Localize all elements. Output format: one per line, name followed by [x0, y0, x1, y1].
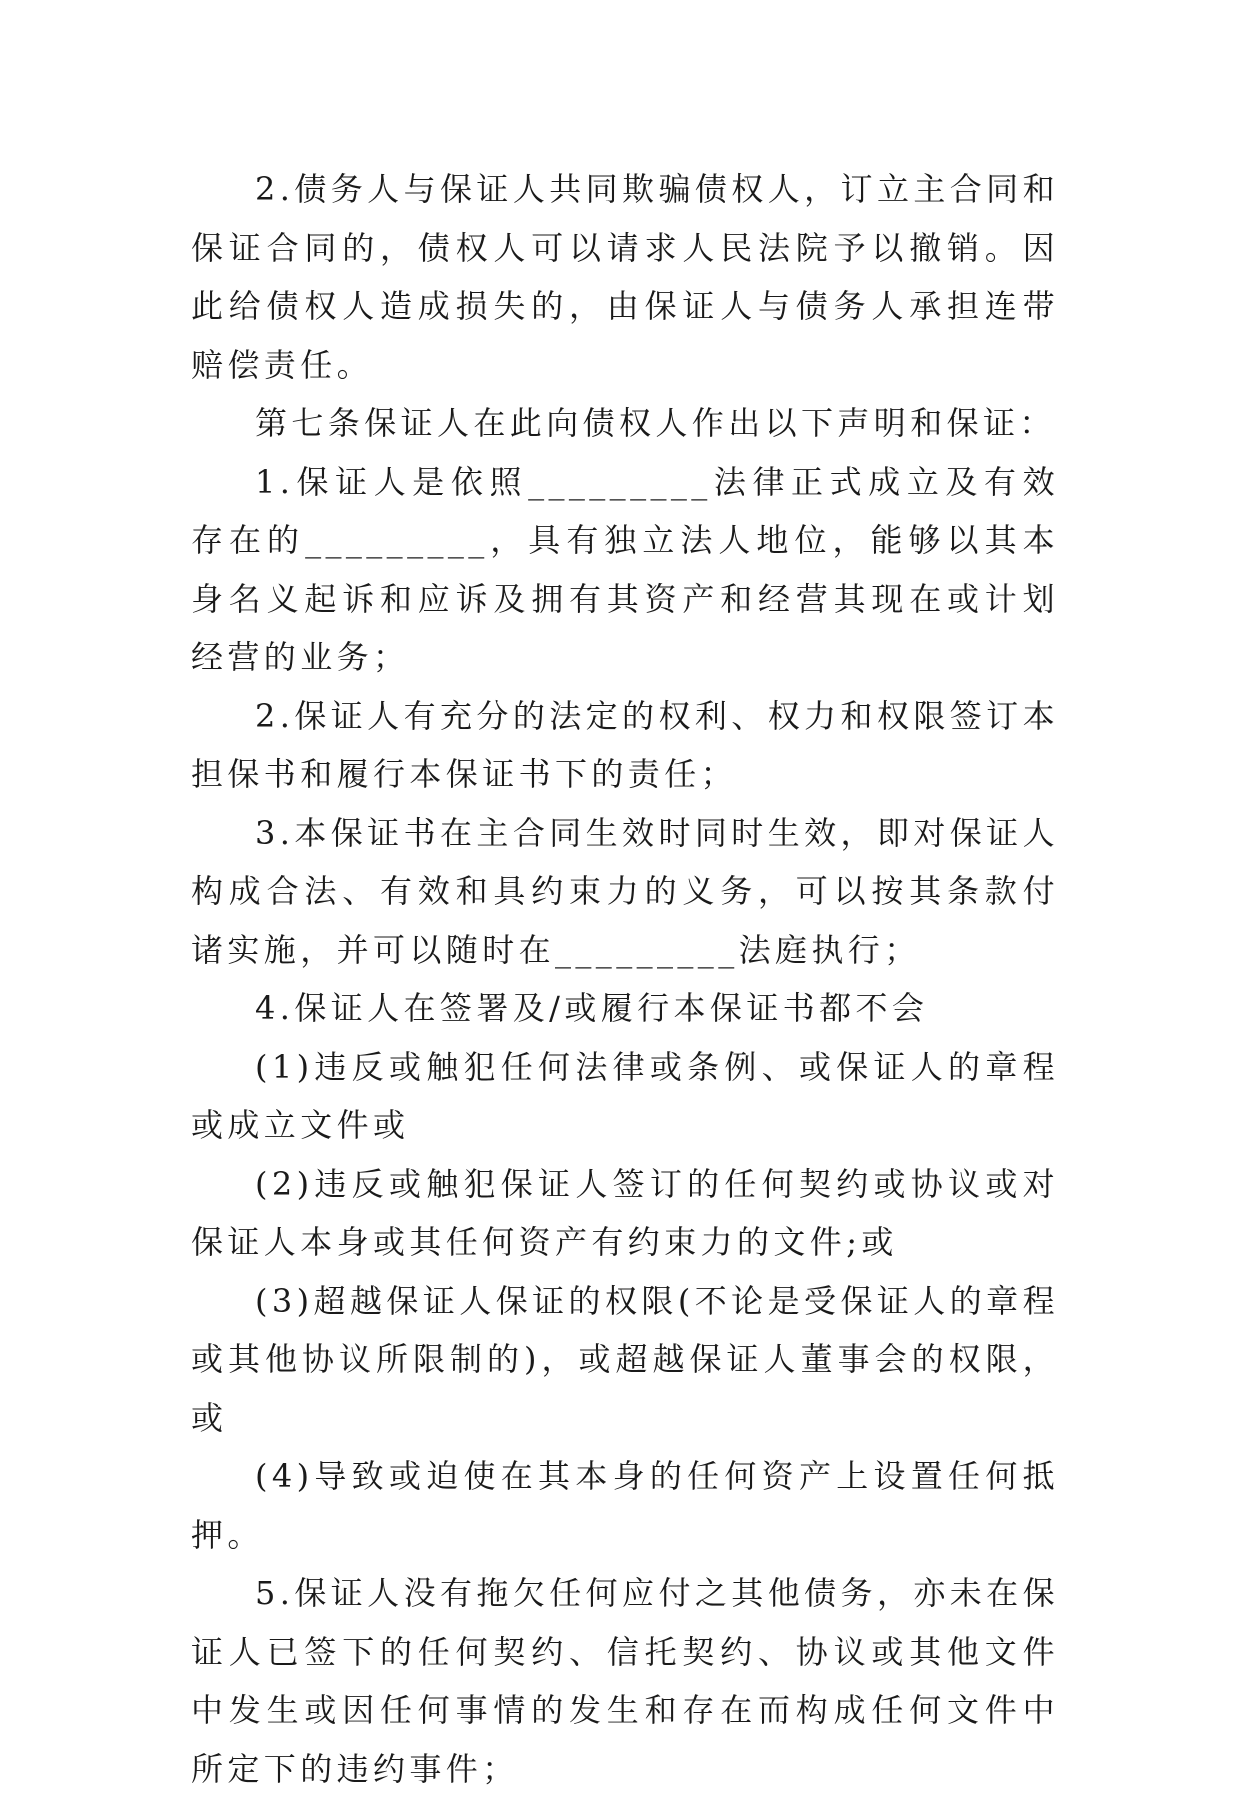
- paragraph-clause-4: 4.保证人在签署及/或履行本保证书都不会: [255, 989, 929, 1027]
- paragraph-clause-3: 3.本保证书在主合同生效时同时生效，即对保证人构成合法、有效和具约束力的义务，可以按其条款付诸实施，并可以随时在_________法庭执行；: [191, 813, 1059, 969]
- paragraph-subclause-2: (2)违反或触犯保证人签订的任何契约或协议或对保证人本身或其任何资产有约束力的文件;或: [191, 1164, 1059, 1261]
- paragraph-subclause-3: (3)超越保证人保证的权限(不论是受保证人的章程或其他协议所限制的)，或超越保证人董事会的权限，或: [191, 1281, 1059, 1437]
- paragraph-clause-1: 1.保证人是依照_________法律正式成立及有效存在的_________，具有独立法人地位，能够以其本身名义起诉和应诉及拥有其资产和经营其现在或计划经营的业务；: [191, 462, 1059, 676]
- paragraph-subclause-1: (1)违反或触犯任何法律或条例、或保证人的章程或成立文件或: [191, 1047, 1059, 1144]
- paragraph-clause-2: 2.保证人有充分的法定的权利、权力和权限签订本担保书和履行本保证书下的责任；: [191, 696, 1059, 793]
- paragraph-subclause-4: (4)导致或迫使在其本身的任何资产上设置任何抵押。: [191, 1457, 1059, 1554]
- paragraph-article-seven: 第七条保证人在此向债权人作出以下声明和保证：: [255, 404, 1056, 442]
- document-body: [191, 160, 1059, 1798]
- paragraph-clause-5: 5.保证人没有拖欠任何应付之其他债务，亦未在保证人已签下的任何契约、信托契约、协议或其他文件中发生或因任何事情的发生和存在而构成任何文件中所定下的违约事件；: [191, 1574, 1059, 1788]
- paragraph-debtor-fraud: 2.债务人与保证人共同欺骗债权人，订立主合同和保证合同的，债权人可以请求人民法院予以撤销。因此给债权人造成损失的，由保证人与债务人承担连带赔偿责任。: [191, 170, 1059, 384]
